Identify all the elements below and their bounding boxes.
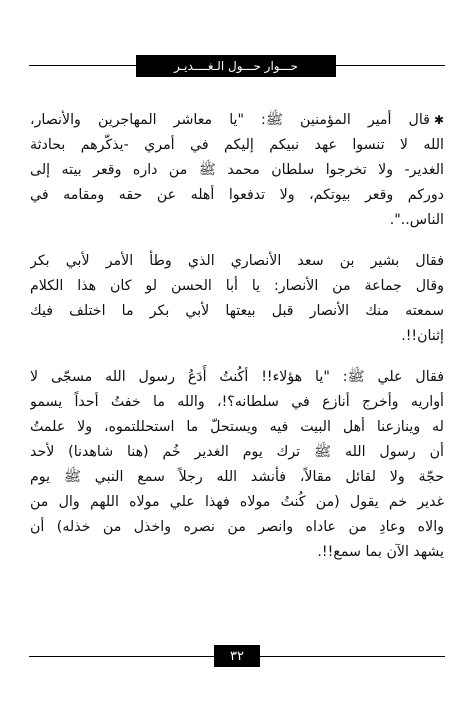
text-line: الغدير- ولا تخرجوا سلطان محمد ﷺ من داره وقعر بيته إلى <box>30 162 444 178</box>
text-line: أواريه وأخرج أنازع في سلطانه؟!، والله ما خفتُ أحداً يسمو <box>30 394 444 410</box>
bullet-icon: ✱ <box>433 113 444 127</box>
text-line: أن رسول الله ﷺ ترك يوم الغدير خُم (هنا شاهدنا) لأحد <box>30 444 444 460</box>
text-line: وقال جماعة من الأنصار: يا أبا الحسن لو كان هذا الكلام <box>30 278 444 294</box>
paragraph-1 <box>30 108 444 233</box>
text-line: حجّة ولا لقائل مقالاً، فأنشد الله رجلاً سمع النبي ﷺ يوم <box>30 469 444 485</box>
text-line: غدير خم يقول (من كُنتُ مولاه فهذا علي مولاه اللهم وال من <box>30 494 444 510</box>
paragraph-2 <box>30 249 444 349</box>
text-line: يشهد الآن بما سمع!!. <box>317 544 444 560</box>
text-line: الله لا تنسوا عهد نبيكم إليكم في أمري -يذكّرهم بحادثة <box>30 137 444 153</box>
running-header: حـــوار حـــول الـغــــديـر <box>136 55 336 77</box>
text-line: له وينازعنا أهل البيت فيه ويستحلّ ما استحللتموه، ولا علمتُ <box>30 419 444 435</box>
text-line: دوركم وقعر بيوتكم، ولا تدفعوا أهله عن حقه ومقامه في <box>30 187 444 203</box>
text-line: الناس..". <box>389 212 444 228</box>
page-number: ٣٢ <box>214 645 260 667</box>
text-line: فقال بشير بن سعد الأنصاري الذي وطأ الأمر لأبي بكر <box>30 253 444 269</box>
text-line: فقال علي ﷺ: "يا هؤلاء!! أكُنتُ أَدَعُ رسول الله مسجّى لا <box>30 369 444 385</box>
page-body <box>30 108 444 581</box>
text-line: سمعته منك الأنصار قبل بيعتها لأبي بكر ما اختلف فيك <box>30 303 444 319</box>
text-line: إثنان!!. <box>401 328 444 344</box>
paragraph-3 <box>30 365 444 565</box>
text-line: ✱قال أمير المؤمنين ﷺ: "يا معاشر المهاجرين والأنصار، <box>30 112 444 128</box>
text-line: والاه وعادِ من عاداه وانصر من نصره واخذل من خذله) أن <box>30 519 444 535</box>
